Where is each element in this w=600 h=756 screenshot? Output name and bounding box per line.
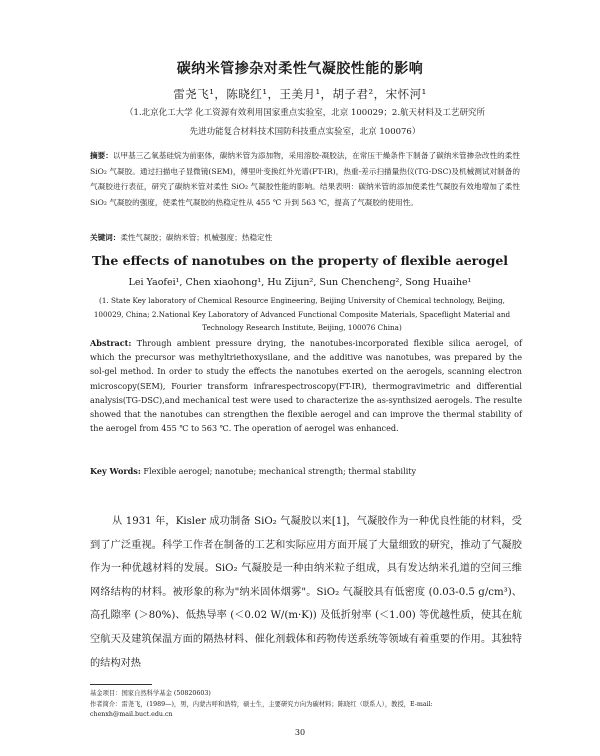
affiliation-line: Technology Research Institute, Beijing, 100076 China): [202, 323, 402, 332]
affiliations-english: [92, 294, 512, 335]
abstract-text: Through ambient pressure drying, the nanotubes-incorporated flexible silica aerogel, of which the precursor was methyltriethoxysilane, and the additive was nanotubes, was prepared by the sol-gel method. In order to study the effects the nanotubes exerted on the aerogels, scanning electron microscopy(SEM), Fourier transform infrarespectroscopy(FT-IR), thermogravimetric and differential analysis(TG-DSC),and mechanical test were used to characterize the as-synthsized aerogels. The resulte showed that the nanotubes can strengthen the flexible aerogel and can improve the thermal stability of the aerogel from 455 ℃ to 563 ℃. The operation of aerogel was enhanced.: [90, 338, 522, 434]
page-number: 30: [294, 728, 306, 737]
footnote-author: 作者简介：雷尧飞，(1989—)，男，内蒙古呼和浩特，硕士生，主要研究方向为碳材料；陈晓红（联系人），教授，E-mail:: [90, 700, 433, 708]
footnote-funding: 基金项目：国家自然科学基金 (50820603): [90, 690, 211, 697]
body-paragraph: 从 1931 年，Kisler 成功制备 SiO₂ 气凝胶以来[1]，气凝胶作为一种优良性能的材料，受到了广泛重视。科学工作者在制备的工艺和实际应用方面开展了大量细致的研究，推动了气凝胶作为一种优越材料的发展。SiO₂ 气凝胶是一种由纳米粒子组成，具有发达纳米孔道的空间三维网络结构的材料。被形象的称为"纳米固体烟雾"。SiO₂ 气凝胶具有低密度 (0.03-0.5 g/cm³)、高孔隙率 (＞80%)、低热导率 (＜0.02 W/(m·K)) 及低折射率 (＜1.00) 等优越性质，使其在航空航天及建筑保温方面的隔热材料、催化剂载体和药物传送系统等领域有着重要的作用。其独特的结构对热: [90, 516, 522, 669]
abstract-label: 摘要：: [90, 151, 113, 160]
keywords-text: Flexible aerogel; nanotube; mechanical strength; thermal stability: [143, 466, 417, 476]
keywords-label: 关键词：: [90, 233, 121, 242]
title-english: The effects of nanotubes on the property of flexible aerogel: [91, 253, 509, 268]
footnotes: [90, 689, 522, 721]
affiliation-line: (1. State Key laboratory of Chemical Resource Engineering, Beijing University of Chemical technology, Beijing,: [99, 296, 505, 305]
abstract-english: [90, 336, 522, 435]
abstract-label: Abstract:: [90, 338, 132, 348]
body-text: [90, 510, 522, 675]
affiliations-chinese: [95, 104, 515, 142]
affiliation-line: （1.北京化工大学 化工资源有效利用国家重点实验室，北京 100029；2.航天材料及工艺研究所: [124, 108, 486, 118]
title-chinese: 碳纳米管掺杂对柔性气凝胶性能的影响: [176, 61, 424, 77]
authors-english: Lei Yaofei¹, Chen xiaohong¹, Hu Zijun², Sun Chencheng², Song Huaihe¹: [128, 277, 472, 288]
affiliation-line: 先进功能复合材料技术国防科技重点实验室，北京 100076）: [189, 127, 421, 137]
keywords-english: [90, 466, 522, 476]
keywords-chinese: [90, 232, 520, 243]
keywords-text: 柔性气凝胶；碳纳米管；机械强度；热稳定性: [120, 233, 273, 242]
footnote-email: chenxh@mail.buct.edu.cn: [90, 711, 173, 718]
abstract-chinese: [90, 148, 520, 210]
keywords-label: Key Words:: [90, 466, 141, 476]
authors-chinese: 雷尧飞¹，陈晓红¹，王美月¹，胡子君²，宋怀河¹: [173, 87, 427, 101]
affiliation-line: 100029, China; 2.National Key Laboratory of Advanced Functional Composite Materials, Spaceflight Material and: [93, 309, 511, 319]
footnote-rule: [90, 684, 152, 685]
abstract-text: 以甲基三乙氧基硅烷为前驱体，碳纳米管为添加物，采用溶胶-凝胶法，在常压干燥条件下制备了碳纳米管掺杂改性的柔性 SiO₂ 气凝胶。通过扫描电子显微镜(SEM)，傅里叶变换红外光谱(FT-IR)，热重-差示扫描量热仪(TG-DSC)及机械测试对制备的气凝胶进行表征，研究了碳纳米管对柔性 SiO₂ 气凝胶性能的影响。结果表明：碳纳米管的添加使柔性气凝胶有效地增加了柔性 SiO₂ 气凝胶的强度，使柔性气凝胶的热稳定性从 455 ℃ 升到 563 ℃，提高了气凝胶的使用性。: [90, 151, 521, 207]
